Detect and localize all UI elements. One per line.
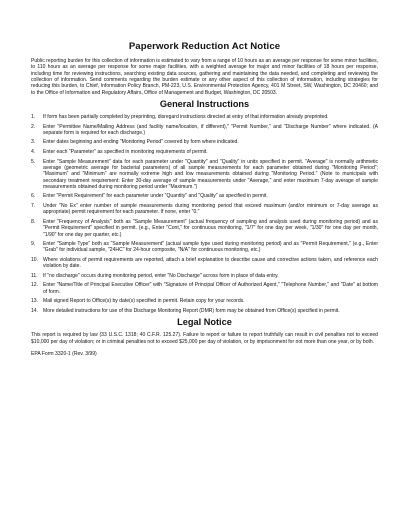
item-number: 2. bbox=[31, 123, 36, 130]
item-number: 11. bbox=[31, 272, 38, 279]
item-text: Enter each "Parameter" as specified in monitoring requirements of permit. bbox=[43, 149, 208, 155]
list-item bbox=[31, 257, 378, 270]
list-item bbox=[31, 193, 378, 199]
item-number: 5. bbox=[31, 158, 36, 165]
list-item bbox=[31, 219, 378, 238]
item-number: 12. bbox=[31, 282, 39, 289]
list-item bbox=[31, 139, 378, 145]
item-text: Enter "Frequency of Analysis" both as "Sample Measurement" (actual frequency of sampling and analysis used during monitoring period) and as "Permit Requirement" specified in permit. (e.g., Enter "Cont," for continuous monitoring, "1/7" for one day per week, "1/30" for one day per month, "1/90" for one day per quarter, etc.) bbox=[43, 218, 378, 238]
item-text: Mail signed Report to Office(s) by date(s) specified in permit. Retain copy for your records. bbox=[43, 298, 245, 305]
item-text: If "no discharge" occurs during monitoring period, enter "No Discharge" across form in place of data entry. bbox=[43, 272, 279, 279]
item-text: Under "No Ex" enter number of sample measurements during monitoring period that exceed maximum (and/or minimum or 7-day average as appropriate) permit requirement for each parameter. If none, enter "0." bbox=[43, 202, 378, 216]
item-number: 7. bbox=[31, 202, 36, 209]
list-item bbox=[31, 203, 378, 216]
item-number: 14. bbox=[31, 307, 39, 314]
list-item bbox=[31, 282, 378, 295]
item-number: 3. bbox=[31, 139, 36, 146]
list-item bbox=[31, 114, 378, 120]
item-text: Enter "Permittee Name/Mailing Address (and facility name/location, if different)," "Permit Number," and "Discharge Number" where indicated. (A separate form is required for each discharge.) bbox=[43, 123, 378, 136]
item-number: 1. bbox=[31, 114, 36, 121]
item-text: More detailed instructions for use of this Discharge Monitoring Report (DMR) form may be obtained from Office(s) specified in permit. bbox=[43, 307, 340, 314]
item-text: Where violations of permit requirements are reported, attach a brief explanation to describe cause and corrective actions taken, and reference each violation by date. bbox=[43, 256, 378, 270]
item-text: Enter "Name/Title of Principal Executive Officer" with "Signature of Principal Officer of Authorized Agent," "Telephone Number," and "Date" at bottom of form. bbox=[43, 282, 378, 295]
list-item bbox=[31, 308, 378, 314]
legal-paragraph: This report is required by law (33 U.S.C. 1318; 40 C.F.R. 125.27). Failure to report or failure to report truthfully can result in civil penalties not to exceed $10,000 per day of violation; or in criminal penalties not to exceed $25,000 per day of violation, or by imprisonment for not more than one year, or by both. bbox=[31, 332, 378, 345]
list-item bbox=[31, 241, 378, 254]
item-number: 9. bbox=[31, 241, 36, 248]
page-title: Paperwork Reduction Act Notice bbox=[128, 41, 281, 52]
list-item bbox=[31, 273, 378, 279]
list-item bbox=[31, 159, 378, 191]
item-number: 13. bbox=[31, 298, 39, 305]
item-number: 6. bbox=[31, 193, 36, 200]
item-number: 8. bbox=[31, 218, 36, 225]
item-text: Enter "Sample Measurement" data for each parameter under "Quantity" and "Quality" in units specified in permit. "Average" is normally arithmetic average (geometric average for bacterial parameters) of all sample measurements for each parameter obtained during "Monitoring Period"; "Maximum" and "Minimum" are normally extreme high and low measurements obtained during "Monitoring Period." (Note to municipals with secondary treatment requirement: Enter 30-day average of sample measurements under "Average," and enter maximum 7-day average of sample measurements obtained during monitoring period under "Maximum.") bbox=[43, 158, 378, 190]
item-text: Enter "Permit Requirement" for each parameter under "Quantity" and "Quality" as specified in permit. bbox=[43, 193, 268, 200]
intro-paragraph: Public reporting burden for this collection of information is estimated to vary from a range of 10 hours as an average per response for some minor facilities, to 110 hours as an average per response for some major facilities, with a weighted average for major and minor facilities of 18 hours per response, including time for reviewing instructions, searching existing data sources, gathering and maintaining the data needed, and completing and reviewing the collection of information. Send comments regarding the burden estimate or any other aspect of this collection of information, including strategies for reducing this burden, to Chief, Information Policy Branch, PM-223, U.S. Environmental Protection Agency, 401 M Street, SW, Washington, DC 20460; and to the Office of Information and Regulatory Affairs, Office of Management and Budget, Washington, DC 20503. bbox=[31, 58, 378, 96]
instructions-heading: General Instructions bbox=[159, 99, 250, 110]
item-number: 4. bbox=[31, 149, 36, 155]
form-identifier: EPA Form 3320-1 (Rev. 3/99) bbox=[31, 350, 97, 357]
list-item bbox=[31, 298, 378, 304]
item-number: 10. bbox=[31, 256, 39, 263]
legal-heading: Legal Notice bbox=[177, 317, 232, 328]
item-text: Enter "Sample Type" both as "Sample Measurement" (actual sample type used during monitoring period) and as "Permit Requirement," (e.g., Enter "Grab" for individual sample, "24HC" for 24-hour composite, "N/A" for continuous monitoring, etc.) bbox=[43, 241, 378, 254]
list-item bbox=[31, 149, 378, 155]
item-text: If form has been partially completed by preprinting, disregard instructions directed at entry of that information already preprinted. bbox=[43, 114, 329, 121]
list-item bbox=[31, 124, 378, 137]
instructions-list bbox=[31, 114, 378, 314]
item-text: Enter dates beginning and ending "Monitoring Period" covered by form where indicated. bbox=[43, 139, 239, 146]
